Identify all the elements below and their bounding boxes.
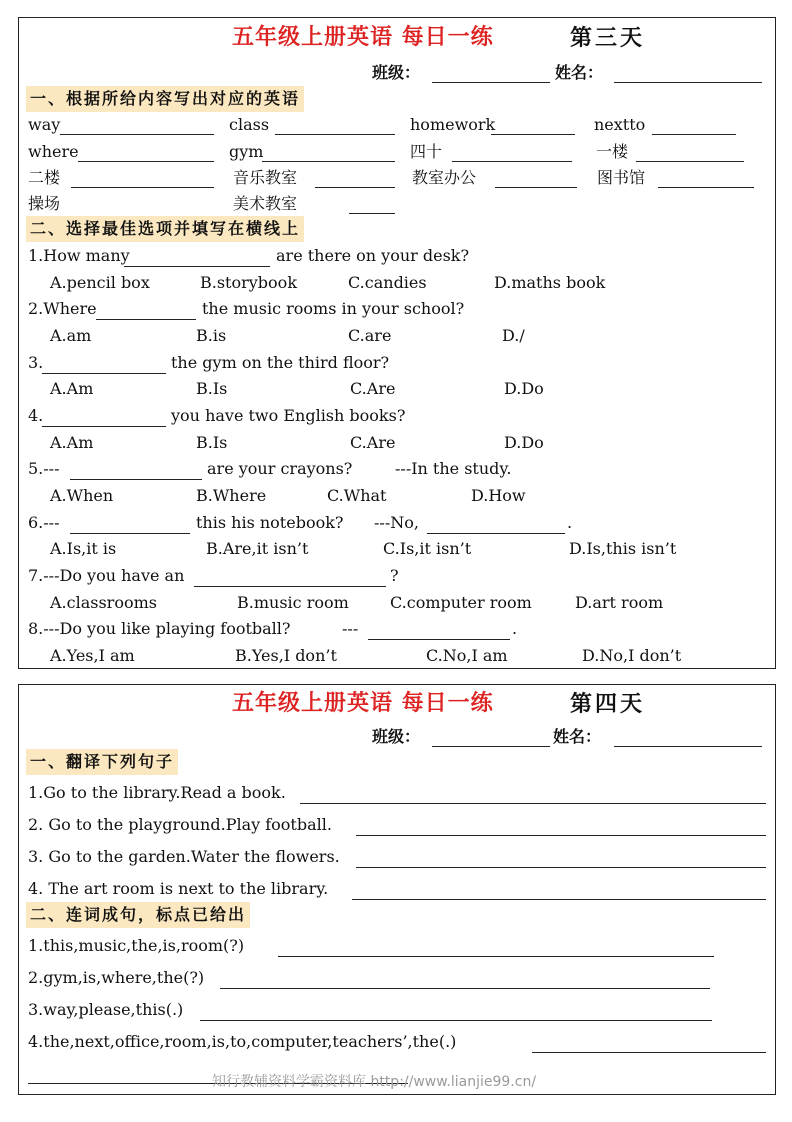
option[interactable]: D.art room <box>575 593 664 612</box>
option[interactable]: B.is <box>196 326 227 345</box>
answer-blank[interactable] <box>636 161 744 162</box>
option[interactable]: D.Do <box>504 379 544 398</box>
day-label: 第四天 <box>570 691 646 717</box>
section-heading: 二、选择最佳选项并填写在横线上 <box>26 216 304 242</box>
vocab-word: 教室办公 <box>412 168 477 187</box>
answer-line[interactable] <box>352 899 766 900</box>
question-text: 2.Where <box>28 299 97 318</box>
option[interactable]: A.pencil box <box>50 273 150 292</box>
question-text: are your crayons? <box>207 459 353 478</box>
option[interactable]: A.Yes,I am <box>50 646 135 665</box>
answer-blank[interactable] <box>42 373 166 374</box>
class-field[interactable] <box>432 746 550 747</box>
option[interactable]: A.am <box>50 326 92 345</box>
answer-blank[interactable] <box>194 586 386 587</box>
name-label: 姓名： <box>553 727 602 746</box>
sentence: 3. Go to the garden.Water the flowers. <box>28 847 340 866</box>
vocab-word: nextto <box>594 115 646 134</box>
question-text: 5.--- <box>28 459 60 478</box>
vocab-word: 操场 <box>28 194 61 213</box>
option[interactable]: D.maths book <box>494 273 606 292</box>
option[interactable]: C.What <box>327 486 387 505</box>
option[interactable]: C.candies <box>348 273 427 292</box>
answer-blank[interactable] <box>368 639 510 640</box>
name-label: 姓名： <box>555 63 604 82</box>
scramble-prompt: 1.this,music,the,is,room(?) <box>28 936 245 955</box>
reply-text: ---No, <box>374 513 419 532</box>
question-text: the gym on the third floor? <box>171 353 390 372</box>
option[interactable]: C.computer room <box>390 593 532 612</box>
punctuation: . <box>512 619 518 638</box>
scramble-prompt: 4.the,next,office,room,is,to,computer,teachers’,the(.) <box>28 1032 457 1051</box>
name-field[interactable] <box>614 746 762 747</box>
question-text: 7.---Do you have an <box>28 566 185 585</box>
answer-blank[interactable] <box>275 134 395 135</box>
option[interactable]: B.storybook <box>200 273 298 292</box>
worksheet-title: 五年级上册英语 每日一练 <box>232 25 494 50</box>
worksheet-title: 五年级上册英语 每日一练 <box>232 691 494 716</box>
vocab-word: class <box>229 115 270 134</box>
answer-blank[interactable] <box>71 187 214 188</box>
answer-blank[interactable] <box>262 161 395 162</box>
answer-blank[interactable] <box>42 426 166 427</box>
vocab-word: gym <box>229 142 264 161</box>
name-field[interactable] <box>614 82 762 83</box>
punctuation: ? <box>390 566 399 585</box>
question-text: 8.---Do you like playing football? <box>28 619 291 638</box>
vocab-word: 图书馆 <box>597 168 646 187</box>
option[interactable]: D.No,I don’t <box>582 646 682 665</box>
option[interactable]: C.Is,it isn’t <box>383 539 472 558</box>
question-text: are there on your desk? <box>276 246 470 265</box>
vocab-word: way <box>28 115 61 134</box>
question-text: you have two English books? <box>171 406 406 425</box>
vocab-word: 美术教室 <box>233 194 298 213</box>
answer-line[interactable] <box>220 988 710 989</box>
option[interactable]: A.Is,it is <box>50 539 117 558</box>
option[interactable]: A.Am <box>50 433 94 452</box>
answer-blank[interactable] <box>658 187 754 188</box>
option[interactable]: C.are <box>348 326 392 345</box>
scramble-prompt: 2.gym,is,where,the(?) <box>28 968 205 987</box>
punctuation: . <box>567 513 573 532</box>
option[interactable]: A.classrooms <box>50 593 157 612</box>
option[interactable]: A.Am <box>50 379 94 398</box>
answer-blank[interactable] <box>495 187 577 188</box>
class-label: 班级： <box>372 63 421 82</box>
option[interactable]: B.Yes,I don’t <box>235 646 337 665</box>
answer-line[interactable] <box>532 1052 766 1053</box>
section-heading: 二、连词成句，标点已给出 <box>26 902 250 928</box>
vocab-word: 四十 <box>410 142 443 161</box>
sentence: 4. The art room is next to the library. <box>28 879 329 898</box>
option[interactable]: D./ <box>502 326 525 345</box>
answer-line[interactable] <box>278 956 714 957</box>
answer-blank[interactable] <box>349 213 395 214</box>
vocab-word: 一楼 <box>596 142 629 161</box>
class-label: 班级： <box>372 727 421 746</box>
option[interactable]: C.Are <box>350 433 396 452</box>
class-field[interactable] <box>432 82 550 83</box>
option[interactable]: B.Is <box>196 379 228 398</box>
vocab-word: 二楼 <box>28 168 61 187</box>
question-text: 3. <box>28 353 44 372</box>
answer-blank[interactable] <box>78 161 214 162</box>
option[interactable]: B.music room <box>237 593 349 612</box>
option[interactable]: B.Where <box>196 486 267 505</box>
answer-blank[interactable] <box>315 187 395 188</box>
answer-line[interactable] <box>300 803 766 804</box>
answer-blank[interactable] <box>70 479 202 480</box>
section-heading: 一、翻译下列句子 <box>26 749 178 775</box>
answer-blank[interactable] <box>96 319 196 320</box>
option[interactable]: D.How <box>471 486 526 505</box>
watermark: 知行教辅资料学霸资料库 http://www.lianjie99.cn/ <box>212 1074 537 1090</box>
answer-blank[interactable] <box>427 533 565 534</box>
option[interactable]: B.Is <box>196 433 228 452</box>
question-text: the music rooms in your school? <box>202 299 465 318</box>
option[interactable]: D.Is,this isn’t <box>569 539 677 558</box>
option[interactable]: D.Do <box>504 433 544 452</box>
answer-line[interactable] <box>356 867 766 868</box>
sentence: 1.Go to the library.Read a book. <box>28 783 286 802</box>
question-text: this his notebook? <box>196 513 344 532</box>
answer-line[interactable] <box>356 835 766 836</box>
vocab-word: 音乐教室 <box>233 168 298 187</box>
answer-blank[interactable] <box>70 533 190 534</box>
reply-text: --- <box>342 619 359 638</box>
answer-blank[interactable] <box>652 134 736 135</box>
vocab-word: homework <box>410 115 496 134</box>
option[interactable]: B.Are,it isn’t <box>206 539 309 558</box>
question-text: 4. <box>28 406 44 425</box>
answer-blank[interactable] <box>60 134 214 135</box>
question-text: 6.--- <box>28 513 60 532</box>
reply-text: ---In the study. <box>395 459 512 478</box>
section-heading: 一、根据所给内容写出对应的英语 <box>26 86 304 112</box>
option[interactable]: A.When <box>50 486 114 505</box>
option[interactable]: C.Are <box>350 379 396 398</box>
answer-blank[interactable] <box>124 266 270 267</box>
sentence: 2. Go to the playground.Play football. <box>28 815 332 834</box>
answer-line[interactable] <box>200 1020 712 1021</box>
vocab-word: where <box>28 142 79 161</box>
answer-blank[interactable] <box>491 134 575 135</box>
day-label: 第三天 <box>570 25 646 51</box>
option[interactable]: C.No,I am <box>426 646 508 665</box>
answer-blank[interactable] <box>452 161 572 162</box>
scramble-prompt: 3.way,please,this(.) <box>28 1000 184 1019</box>
question-text: 1.How many <box>28 246 130 265</box>
